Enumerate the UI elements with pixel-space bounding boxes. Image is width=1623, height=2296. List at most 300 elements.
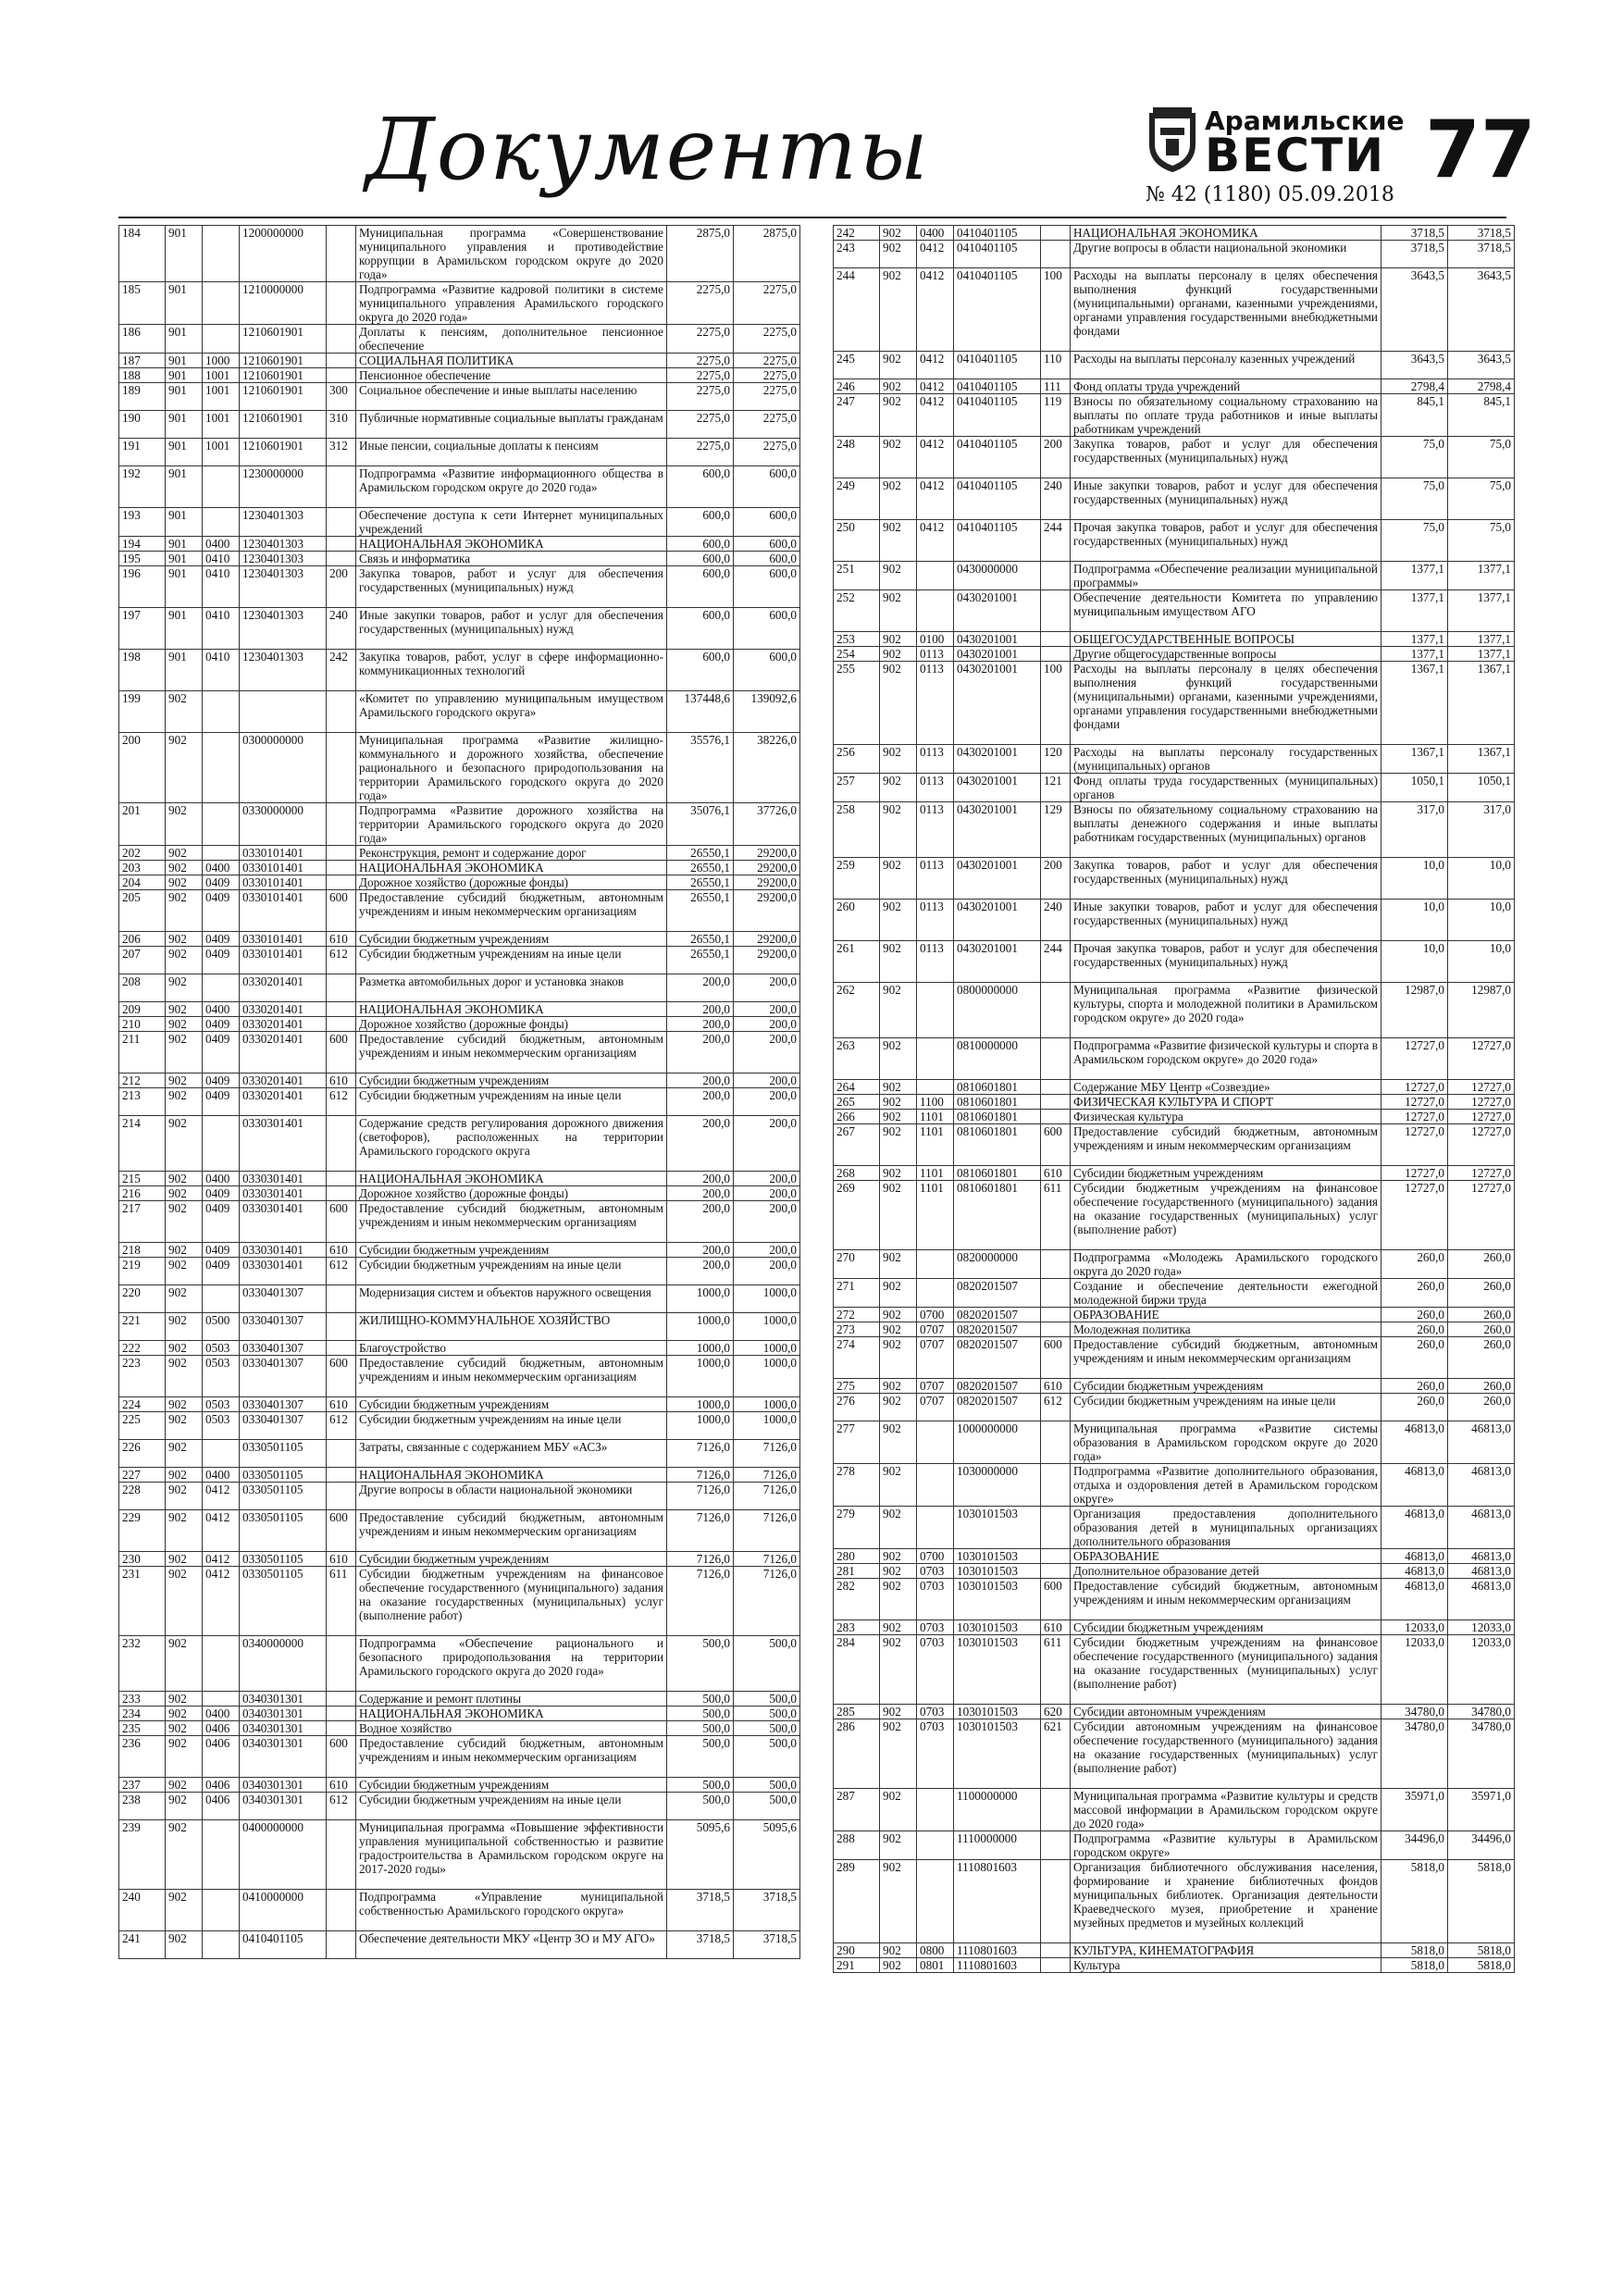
section-code-cell: 0703 — [917, 1719, 954, 1789]
row-number-cell: 189 — [119, 383, 166, 411]
section-code-cell: 1001 — [203, 368, 240, 383]
table-row — [119, 1692, 800, 1706]
section-code-cell: 1001 — [203, 411, 240, 439]
item-name-cell: Расходы на выплаты персоналу в целях обеспечения выполнения функций государственными (муниципальными) органами, казенными учреждениями, органами управления государственными внебюджетными фондами — [1071, 662, 1381, 745]
expense-type-cell — [1041, 647, 1071, 662]
item-name-cell: Создание и обеспечение деятельности ежегодной молодежной биржи труда — [1071, 1279, 1381, 1308]
item-name-cell: Муниципальная программа «Совершенствование муниципального управления и противодействие коррупции в Арамильском городском округе до 2020 года» — [356, 226, 667, 282]
amount-2020-cell: 10,0 — [1448, 858, 1515, 900]
target-article-cell: 0430201001 — [954, 941, 1041, 983]
amount-2020-cell: 200,0 — [734, 1116, 800, 1172]
section-code-cell — [917, 1831, 954, 1860]
table-row — [834, 1564, 1515, 1579]
admin-code-cell: 901 — [166, 566, 203, 608]
amount-2019-cell: 7126,0 — [667, 1552, 734, 1567]
section-code-cell — [203, 1890, 240, 1931]
section-code-cell — [203, 282, 240, 325]
table-row — [119, 1341, 800, 1356]
amount-2019-cell: 26550,1 — [667, 875, 734, 890]
admin-code-cell: 902 — [166, 890, 203, 932]
amount-2019-cell: 75,0 — [1381, 437, 1448, 478]
section-code-cell: 1101 — [917, 1110, 954, 1124]
table-row — [119, 608, 800, 650]
expense-type-cell: 200 — [327, 566, 356, 608]
admin-code-cell: 902 — [880, 1379, 917, 1394]
admin-code-cell: 902 — [880, 662, 917, 745]
page-number: 77 — [1425, 104, 1536, 196]
section-code-cell: 0113 — [917, 941, 954, 983]
amount-2019-cell: 500,0 — [667, 1793, 734, 1820]
amount-2020-cell: 200,0 — [734, 1088, 800, 1116]
item-name-cell: Подпрограмма «Молодежь Арамильского городского округа до 2020 года» — [1071, 1250, 1381, 1279]
section-code-cell: 0707 — [917, 1394, 954, 1421]
row-number-cell: 202 — [119, 846, 166, 861]
table-row — [834, 802, 1515, 858]
amount-2020-cell: 29200,0 — [734, 861, 800, 875]
section-code-cell: 0409 — [203, 1017, 240, 1032]
admin-code-cell: 902 — [166, 1510, 203, 1552]
amount-2019-cell: 7126,0 — [667, 1510, 734, 1552]
admin-code-cell: 902 — [880, 1860, 917, 1943]
section-code-cell — [917, 1860, 954, 1943]
row-number-cell: 190 — [119, 411, 166, 439]
amount-2020-cell: 1377,1 — [1448, 562, 1515, 590]
table-row — [834, 1507, 1515, 1549]
row-number-cell: 276 — [834, 1394, 880, 1421]
section-code-cell: 0412 — [917, 478, 954, 520]
target-article-cell: 0330501105 — [240, 1483, 327, 1510]
admin-code-cell: 902 — [880, 900, 917, 941]
admin-code-cell: 902 — [880, 379, 917, 394]
admin-code-cell: 901 — [166, 368, 203, 383]
table-row — [834, 1860, 1515, 1943]
table-row — [834, 1110, 1515, 1124]
row-number-cell: 225 — [119, 1412, 166, 1440]
item-name-cell: Субсидии бюджетным учреждениям на иные цели — [356, 1412, 667, 1440]
section-code-cell: 0113 — [917, 647, 954, 662]
table-row — [834, 1379, 1515, 1394]
row-number-cell: 260 — [834, 900, 880, 941]
table-row — [834, 1337, 1515, 1379]
admin-code-cell: 902 — [880, 226, 917, 241]
expense-type-cell — [1041, 1322, 1071, 1337]
logo-main-text: ВЕСТИ — [1205, 129, 1385, 182]
expense-type-cell: 100 — [1041, 662, 1071, 745]
amount-2019-cell: 12987,0 — [1381, 983, 1448, 1038]
item-name-cell: Содержание средств регулирования дорожного движения (светофоров), расположенных на территории Арамильского городского округа — [356, 1116, 667, 1172]
admin-code-cell: 902 — [166, 1636, 203, 1692]
section-code-cell: 0703 — [917, 1564, 954, 1579]
issue-number: № 42 (1180) 05.09.2018 — [1146, 183, 1394, 206]
item-name-cell: Закупка товаров, работ и услуг для обеспечения государственных (муниципальных) нужд — [1071, 437, 1381, 478]
expense-type-cell: 610 — [327, 932, 356, 947]
table-row — [834, 1831, 1515, 1860]
target-article-cell: 1030101503 — [954, 1549, 1041, 1564]
item-name-cell: Подпрограмма «Развитие физической культуры и спорта в Арамильском городском округе» до 2020 года» — [1071, 1038, 1381, 1080]
section-code-cell: 0412 — [917, 352, 954, 379]
row-number-cell: 216 — [119, 1186, 166, 1201]
row-number-cell: 224 — [119, 1397, 166, 1412]
admin-code-cell: 902 — [880, 647, 917, 662]
table-row — [834, 1322, 1515, 1337]
row-number-cell: 197 — [119, 608, 166, 650]
logo-top-text: Арамильские — [1205, 105, 1405, 136]
item-name-cell: Связь и информатика — [356, 552, 667, 566]
target-article-cell: 0430201001 — [954, 774, 1041, 802]
amount-2020-cell: 500,0 — [734, 1706, 800, 1721]
section-code-cell: 0412 — [917, 520, 954, 562]
target-article-cell: 1210601901 — [240, 368, 327, 383]
item-name-cell: Субсидии бюджетным учреждениям — [356, 1397, 667, 1412]
section-title: Документы — [365, 100, 930, 199]
expense-type-cell: 612 — [327, 1088, 356, 1116]
target-article-cell: 0820000000 — [954, 1250, 1041, 1279]
section-code-cell: 0406 — [203, 1736, 240, 1778]
row-number-cell: 212 — [119, 1074, 166, 1088]
table-row — [119, 282, 800, 325]
amount-2020-cell: 7126,0 — [734, 1567, 800, 1636]
table-row — [119, 1186, 800, 1201]
amount-2019-cell: 200,0 — [667, 1017, 734, 1032]
item-name-cell: Закупка товаров, работ и услуг для обеспечения государственных (муниципальных) нужд — [1071, 858, 1381, 900]
admin-code-cell: 902 — [166, 1116, 203, 1172]
amount-2019-cell: 26550,1 — [667, 861, 734, 875]
expense-type-cell — [1041, 1564, 1071, 1579]
amount-2019-cell: 500,0 — [667, 1778, 734, 1793]
amount-2020-cell: 2798,4 — [1448, 379, 1515, 394]
expense-type-cell — [1041, 1038, 1071, 1080]
amount-2020-cell: 200,0 — [734, 1017, 800, 1032]
target-article-cell: 1000000000 — [954, 1421, 1041, 1464]
row-number-cell: 231 — [119, 1567, 166, 1636]
table-row — [119, 1636, 800, 1692]
section-code-cell: 1001 — [203, 439, 240, 466]
section-code-cell: 0703 — [917, 1705, 954, 1719]
item-name-cell: Предоставление субсидий бюджетным, автономным учреждениям и иным некоммерческим организациям — [356, 1201, 667, 1243]
admin-code-cell: 902 — [880, 1080, 917, 1095]
amount-2019-cell: 2875,0 — [667, 226, 734, 282]
admin-code-cell: 902 — [166, 1243, 203, 1258]
amount-2019-cell: 46813,0 — [1381, 1421, 1448, 1464]
section-code-cell: 0503 — [203, 1397, 240, 1412]
section-code-cell: 0113 — [917, 662, 954, 745]
item-name-cell: Благоустройство — [356, 1341, 667, 1356]
row-number-cell: 198 — [119, 650, 166, 691]
section-code-cell: 0500 — [203, 1313, 240, 1341]
section-code-cell — [917, 590, 954, 632]
table-row — [834, 858, 1515, 900]
target-article-cell: 0430000000 — [954, 562, 1041, 590]
item-name-cell: Молодежная политика — [1071, 1322, 1381, 1337]
section-code-cell — [203, 1931, 240, 1959]
admin-code-cell: 902 — [166, 1258, 203, 1285]
table-row — [834, 900, 1515, 941]
row-number-cell: 191 — [119, 439, 166, 466]
section-code-cell: 0113 — [917, 858, 954, 900]
row-number-cell: 203 — [119, 861, 166, 875]
expense-type-cell: 620 — [1041, 1705, 1071, 1719]
amount-2019-cell: 7126,0 — [667, 1440, 734, 1468]
target-article-cell: 0330401307 — [240, 1397, 327, 1412]
amount-2019-cell: 3718,5 — [667, 1890, 734, 1931]
target-article-cell: 1230401303 — [240, 566, 327, 608]
admin-code-cell: 902 — [880, 1943, 917, 1958]
amount-2020-cell: 200,0 — [734, 1201, 800, 1243]
row-number-cell: 185 — [119, 282, 166, 325]
table-row — [119, 1567, 800, 1636]
expense-type-cell: 610 — [1041, 1379, 1071, 1394]
target-article-cell: 0410401105 — [954, 268, 1041, 352]
admin-code-cell: 902 — [880, 1620, 917, 1635]
expense-type-cell: 244 — [1041, 520, 1071, 562]
amount-2019-cell: 12727,0 — [1381, 1181, 1448, 1250]
target-article-cell: 0340301301 — [240, 1778, 327, 1793]
item-name-cell: Субсидии бюджетным учреждениям на иные цели — [356, 1088, 667, 1116]
target-article-cell: 1030101503 — [954, 1507, 1041, 1549]
admin-code-cell: 901 — [166, 325, 203, 354]
section-code-cell: 0409 — [203, 1201, 240, 1243]
section-code-cell: 0400 — [203, 1706, 240, 1721]
expense-type-cell — [1041, 1958, 1071, 1973]
row-number-cell: 271 — [834, 1279, 880, 1308]
amount-2019-cell: 1000,0 — [667, 1341, 734, 1356]
item-name-cell: Затраты, связанные с содержанием МБУ «АСЗ» — [356, 1440, 667, 1468]
row-number-cell: 211 — [119, 1032, 166, 1074]
amount-2019-cell: 845,1 — [1381, 394, 1448, 437]
target-article-cell: 1110000000 — [954, 1831, 1041, 1860]
target-article-cell: 0410401105 — [954, 241, 1041, 268]
amount-2020-cell: 75,0 — [1448, 437, 1515, 478]
section-code-cell: 0707 — [917, 1379, 954, 1394]
right-column — [833, 225, 1514, 1973]
target-article-cell: 1110801603 — [954, 1860, 1041, 1943]
item-name-cell: НАЦИОНАЛЬНАЯ ЭКОНОМИКА — [356, 537, 667, 552]
table-row — [834, 226, 1515, 241]
amount-2020-cell: 500,0 — [734, 1778, 800, 1793]
expense-type-cell: 240 — [1041, 478, 1071, 520]
section-code-cell — [203, 325, 240, 354]
table-row — [119, 1793, 800, 1820]
row-number-cell: 248 — [834, 437, 880, 478]
amount-2019-cell: 7126,0 — [667, 1483, 734, 1510]
target-article-cell: 0330101401 — [240, 890, 327, 932]
target-article-cell: 1230401303 — [240, 608, 327, 650]
expense-type-cell — [327, 974, 356, 1002]
section-code-cell: 0700 — [917, 1549, 954, 1564]
amount-2019-cell: 1000,0 — [667, 1285, 734, 1313]
admin-code-cell: 902 — [880, 1831, 917, 1860]
row-number-cell: 186 — [119, 325, 166, 354]
target-article-cell: 0410401105 — [954, 352, 1041, 379]
admin-code-cell: 902 — [880, 1549, 917, 1564]
target-article-cell: 0800000000 — [954, 983, 1041, 1038]
target-article-cell: 0300000000 — [240, 733, 327, 803]
amount-2019-cell: 7126,0 — [667, 1468, 734, 1483]
table-row — [119, 1285, 800, 1313]
row-number-cell: 221 — [119, 1313, 166, 1341]
amount-2019-cell: 12727,0 — [1381, 1038, 1448, 1080]
table-row — [834, 1421, 1515, 1464]
item-name-cell: Закупка товаров, работ, услуг в сфере информационно-коммуникационных технологий — [356, 650, 667, 691]
expense-type-cell — [1041, 590, 1071, 632]
section-code-cell — [203, 1820, 240, 1890]
target-article-cell: 0400000000 — [240, 1820, 327, 1890]
table-row — [119, 1412, 800, 1440]
item-name-cell: ОБРАЗОВАНИЕ — [1071, 1549, 1381, 1564]
amount-2020-cell: 260,0 — [1448, 1250, 1515, 1279]
amount-2019-cell: 5818,0 — [1381, 1943, 1448, 1958]
item-name-cell: СОЦИАЛЬНАЯ ПОЛИТИКА — [356, 354, 667, 368]
amount-2020-cell: 500,0 — [734, 1636, 800, 1692]
admin-code-cell: 902 — [166, 1567, 203, 1636]
amount-2020-cell: 600,0 — [734, 508, 800, 537]
row-number-cell: 209 — [119, 1002, 166, 1017]
amount-2020-cell: 500,0 — [734, 1793, 800, 1820]
admin-code-cell: 902 — [166, 974, 203, 1002]
admin-code-cell: 901 — [166, 608, 203, 650]
row-number-cell: 249 — [834, 478, 880, 520]
admin-code-cell: 902 — [880, 1564, 917, 1579]
section-code-cell: 1100 — [917, 1095, 954, 1110]
row-number-cell: 253 — [834, 632, 880, 647]
admin-code-cell: 902 — [166, 1692, 203, 1706]
amount-2020-cell: 1050,1 — [1448, 774, 1515, 802]
expense-type-cell — [327, 1313, 356, 1341]
expense-type-cell — [327, 1636, 356, 1692]
budget-table-left — [118, 225, 800, 1959]
amount-2020-cell: 260,0 — [1448, 1394, 1515, 1421]
expense-type-cell — [1041, 1250, 1071, 1279]
expense-type-cell — [327, 733, 356, 803]
admin-code-cell: 902 — [166, 1778, 203, 1793]
section-code-cell: 0800 — [917, 1943, 954, 1958]
section-code-cell: 1001 — [203, 383, 240, 411]
admin-code-cell: 902 — [166, 733, 203, 803]
table-row — [119, 1397, 800, 1412]
table-row — [834, 662, 1515, 745]
admin-code-cell: 902 — [880, 1464, 917, 1507]
amount-2020-cell: 10,0 — [1448, 900, 1515, 941]
table-row — [119, 1002, 800, 1017]
target-article-cell: 0340301301 — [240, 1706, 327, 1721]
admin-code-cell: 902 — [880, 352, 917, 379]
target-article-cell: 0340301301 — [240, 1692, 327, 1706]
amount-2020-cell: 1367,1 — [1448, 662, 1515, 745]
table-row — [834, 647, 1515, 662]
expense-type-cell — [1041, 226, 1071, 241]
item-name-cell: Иные закупки товаров, работ и услуг для обеспечения государственных (муниципальных) нужд — [356, 608, 667, 650]
section-code-cell: 0707 — [917, 1322, 954, 1337]
admin-code-cell: 902 — [166, 1793, 203, 1820]
section-code-cell: 0801 — [917, 1958, 954, 1973]
admin-code-cell: 902 — [166, 1412, 203, 1440]
expense-type-cell: 100 — [1041, 268, 1071, 352]
table-row — [119, 691, 800, 733]
target-article-cell: 1030000000 — [954, 1464, 1041, 1507]
admin-code-cell: 901 — [166, 411, 203, 439]
header-divider — [118, 217, 1506, 218]
amount-2020-cell: 29200,0 — [734, 947, 800, 974]
table-row — [834, 478, 1515, 520]
item-name-cell: Расходы на выплаты персоналу в целях обеспечения выполнения функций государственными (муниципальными) органами, казенными учреждениями, органами управления государственными внебюджетными фондами — [1071, 268, 1381, 352]
section-code-cell: 0406 — [203, 1721, 240, 1736]
admin-code-cell: 902 — [166, 1002, 203, 1017]
section-code-cell: 0503 — [203, 1356, 240, 1397]
expense-type-cell: 242 — [327, 650, 356, 691]
item-name-cell: Другие общегосударственные вопросы — [1071, 647, 1381, 662]
section-code-cell: 0113 — [917, 900, 954, 941]
table-row — [119, 1721, 800, 1736]
amount-2019-cell: 1377,1 — [1381, 647, 1448, 662]
expense-type-cell: 612 — [327, 1793, 356, 1820]
row-number-cell: 217 — [119, 1201, 166, 1243]
admin-code-cell: 902 — [880, 1308, 917, 1322]
expense-type-cell — [1041, 1080, 1071, 1095]
expense-type-cell — [327, 1186, 356, 1201]
expense-type-cell — [327, 282, 356, 325]
amount-2020-cell: 29200,0 — [734, 890, 800, 932]
amount-2019-cell: 260,0 — [1381, 1250, 1448, 1279]
amount-2020-cell: 3718,5 — [1448, 226, 1515, 241]
expense-type-cell — [327, 1468, 356, 1483]
amount-2019-cell: 5818,0 — [1381, 1958, 1448, 1973]
amount-2020-cell: 2275,0 — [734, 383, 800, 411]
row-number-cell: 266 — [834, 1110, 880, 1124]
amount-2020-cell: 3643,5 — [1448, 352, 1515, 379]
table-row — [834, 1705, 1515, 1719]
amount-2019-cell: 200,0 — [667, 1074, 734, 1088]
amount-2020-cell: 46813,0 — [1448, 1507, 1515, 1549]
target-article-cell: 1030101503 — [954, 1705, 1041, 1719]
admin-code-cell: 902 — [166, 1032, 203, 1074]
amount-2020-cell: 29200,0 — [734, 875, 800, 890]
row-number-cell: 291 — [834, 1958, 880, 1973]
amount-2019-cell: 75,0 — [1381, 520, 1448, 562]
amount-2020-cell: 3718,5 — [734, 1890, 800, 1931]
section-code-cell: 0400 — [203, 1002, 240, 1017]
table-row — [119, 1172, 800, 1186]
row-number-cell: 285 — [834, 1705, 880, 1719]
row-number-cell: 241 — [119, 1931, 166, 1959]
section-code-cell — [203, 1285, 240, 1313]
amount-2020-cell: 200,0 — [734, 1186, 800, 1201]
item-name-cell: Субсидии бюджетным учреждениям — [356, 1778, 667, 1793]
section-code-cell: 0412 — [203, 1552, 240, 1567]
expense-type-cell: 240 — [327, 608, 356, 650]
admin-code-cell: 902 — [880, 802, 917, 858]
amount-2020-cell: 12727,0 — [1448, 1181, 1515, 1250]
item-name-cell: Субсидии бюджетным учреждениям — [1071, 1379, 1381, 1394]
row-number-cell: 218 — [119, 1243, 166, 1258]
expense-type-cell — [327, 1721, 356, 1736]
section-code-cell — [917, 1279, 954, 1308]
target-article-cell: 0330301401 — [240, 1172, 327, 1186]
target-article-cell: 1210601901 — [240, 325, 327, 354]
item-name-cell: Реконструкция, ремонт и содержание дорог — [356, 846, 667, 861]
row-number-cell: 238 — [119, 1793, 166, 1820]
table-row — [119, 650, 800, 691]
item-name-cell: Субсидии бюджетным учреждениям — [1071, 1166, 1381, 1181]
target-article-cell: 0430201001 — [954, 647, 1041, 662]
row-number-cell: 289 — [834, 1860, 880, 1943]
table-row — [119, 552, 800, 566]
table-row — [834, 1181, 1515, 1250]
admin-code-cell: 902 — [166, 1186, 203, 1201]
admin-code-cell: 902 — [880, 1166, 917, 1181]
amount-2020-cell: 7126,0 — [734, 1468, 800, 1483]
item-name-cell: Подпрограмма «Развитие дорожного хозяйства на территории Арамильского городского округа до 2020 года» — [356, 803, 667, 846]
admin-code-cell: 901 — [166, 282, 203, 325]
